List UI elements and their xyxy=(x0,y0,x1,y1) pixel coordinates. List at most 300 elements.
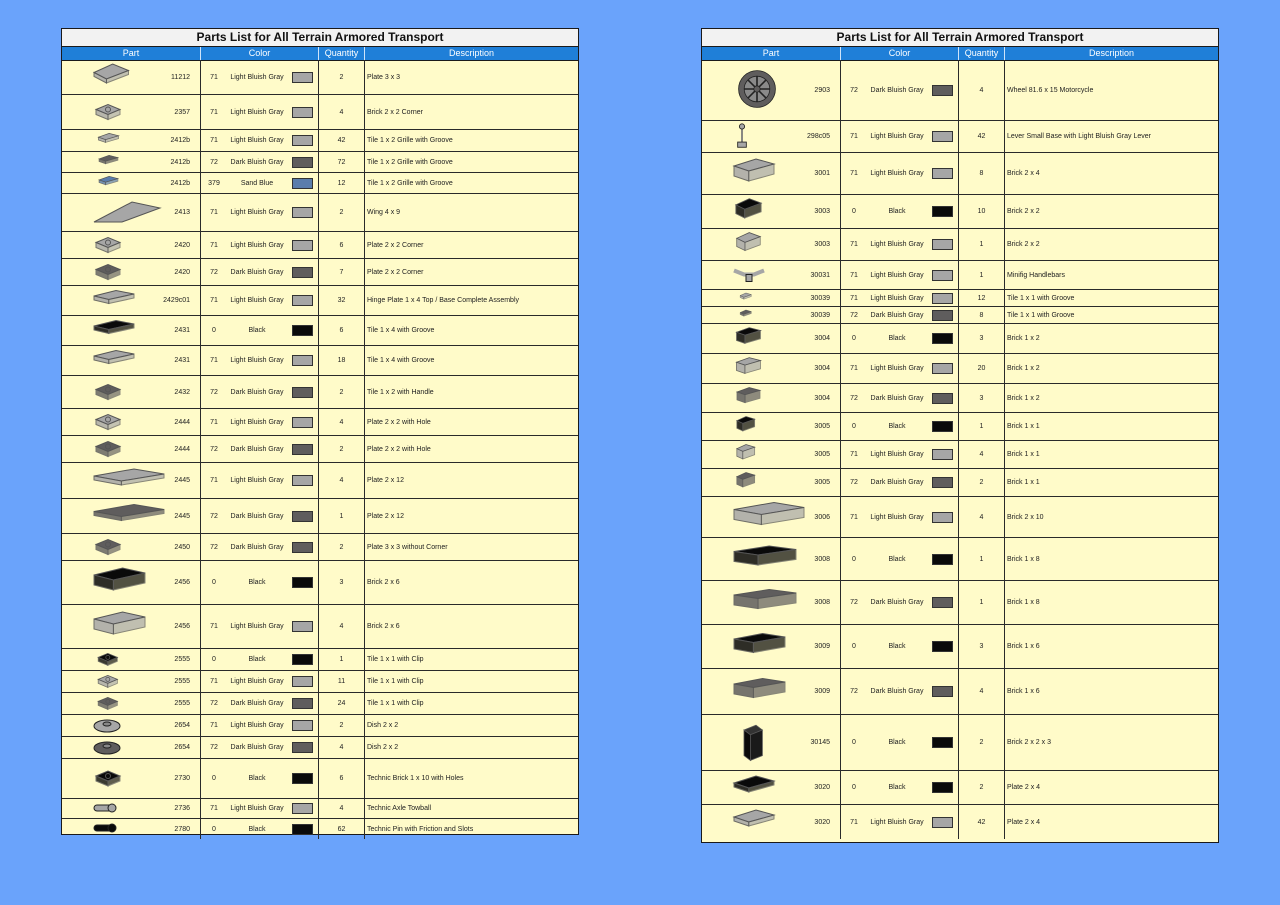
color-name: Black xyxy=(888,335,906,342)
part-image xyxy=(92,801,118,817)
color-id: 72 xyxy=(210,268,218,276)
quantity-cell: 62 xyxy=(319,819,365,839)
color-id: 72 xyxy=(210,543,218,551)
color-name: Black xyxy=(888,739,906,746)
part-number: 30145 xyxy=(810,739,830,746)
color-id: 71 xyxy=(850,294,858,302)
color-name: Black xyxy=(888,208,906,215)
part-column-header: Part xyxy=(702,47,841,60)
part-image xyxy=(732,722,772,764)
quantity-cell: 1 xyxy=(959,261,1005,289)
part-cell xyxy=(702,581,841,624)
color-swatch xyxy=(292,676,313,687)
part-cell xyxy=(702,497,841,537)
part-image xyxy=(732,627,787,667)
part-number: 2412b xyxy=(170,179,190,187)
part-number: 2429c01 xyxy=(163,297,190,304)
description-cell: Plate 2 x 4 xyxy=(1007,818,1041,826)
color-swatch xyxy=(292,542,313,553)
description-cell: Brick 1 x 6 xyxy=(1007,688,1040,695)
page-title: Parts List for All Terrain Armored Transport xyxy=(62,29,578,47)
quantity-cell: 4 xyxy=(319,605,365,648)
color-swatch xyxy=(932,85,953,96)
part-number: 3020 xyxy=(814,818,830,826)
color-id: 71 xyxy=(210,477,218,484)
description-cell: Tile 1 x 1 with Clip xyxy=(367,678,424,685)
color-id: 71 xyxy=(850,241,858,248)
color-cell xyxy=(201,194,319,231)
table-row xyxy=(702,195,1218,229)
part-image xyxy=(732,415,760,439)
part-image xyxy=(92,288,136,314)
part-image xyxy=(732,471,760,495)
description-cell: Tile 1 x 4 with Groove xyxy=(367,357,435,364)
table-row xyxy=(702,121,1218,153)
color-name: Dark Bluish Gray xyxy=(870,688,924,695)
parts-list-page-1 xyxy=(61,28,579,835)
color-swatch xyxy=(292,417,313,428)
quantity-cell: 6 xyxy=(319,232,365,258)
table-row xyxy=(62,173,578,194)
description-column-header: Description xyxy=(448,48,495,58)
description-cell: Brick 1 x 2 xyxy=(1007,335,1040,342)
part-image xyxy=(92,154,125,171)
quantity-cell: 1 xyxy=(959,413,1005,440)
color-cell xyxy=(201,130,319,151)
color-swatch xyxy=(932,206,953,217)
color-name: Dark Bluish Gray xyxy=(230,543,284,551)
part-cell xyxy=(702,324,841,353)
color-name: Black xyxy=(248,775,266,782)
column-header-row xyxy=(702,47,1218,61)
color-swatch xyxy=(932,512,953,523)
quantity-cell: 1 xyxy=(319,649,365,670)
description-cell: Plate 2 x 2 with Hole xyxy=(367,445,431,453)
description-cell: Plate 3 x 3 xyxy=(367,73,401,81)
part-number: 2903 xyxy=(814,86,830,94)
table-row xyxy=(62,130,578,152)
color-name: Dark Bluish Gray xyxy=(870,394,924,402)
description-cell: Tile 1 x 2 with Handle xyxy=(367,388,434,396)
table-row xyxy=(62,737,578,759)
part-cell xyxy=(702,290,841,306)
color-name: Dark Bluish Gray xyxy=(230,158,284,166)
table-row xyxy=(62,819,578,839)
color-swatch xyxy=(932,393,953,404)
part-cell xyxy=(62,409,201,435)
part-image xyxy=(92,378,122,407)
part-cell xyxy=(62,463,201,498)
color-cell xyxy=(841,581,959,624)
part-cell xyxy=(702,469,841,496)
color-name: Black xyxy=(248,656,266,663)
color-name: Dark Bluish Gray xyxy=(870,599,924,606)
color-name: Light Bluish Gray xyxy=(230,209,284,216)
description-cell: Brick 2 x 6 xyxy=(367,579,400,586)
part-image xyxy=(92,132,125,150)
part-image xyxy=(732,69,782,111)
table-row xyxy=(62,605,578,649)
color-name: Light Bluish Gray xyxy=(870,365,924,372)
color-cell xyxy=(201,649,319,670)
color-swatch xyxy=(932,293,953,304)
part-image xyxy=(92,651,122,669)
part-image xyxy=(732,231,765,259)
quantity-cell: 4 xyxy=(959,497,1005,537)
quantity-cell: 8 xyxy=(959,307,1005,323)
table-row xyxy=(62,715,578,737)
color-name: Light Bluish Gray xyxy=(230,108,284,116)
table-row xyxy=(62,499,578,534)
color-cell xyxy=(201,409,319,435)
color-cell xyxy=(201,715,319,736)
quantity-cell: 2 xyxy=(319,715,365,736)
color-swatch xyxy=(292,824,313,835)
part-cell xyxy=(62,316,201,345)
part-image xyxy=(732,292,760,305)
part-image xyxy=(92,62,131,93)
color-cell xyxy=(841,715,959,770)
color-id: 71 xyxy=(210,108,218,116)
quantity-column-header: Quantity xyxy=(319,47,365,60)
color-id: 71 xyxy=(850,365,858,372)
color-name: Light Bluish Gray xyxy=(870,241,924,248)
part-number: 298c05 xyxy=(807,133,830,140)
part-image xyxy=(92,465,166,497)
table-row xyxy=(62,409,578,436)
table-row xyxy=(702,581,1218,625)
part-number: 2412b xyxy=(170,137,190,144)
description-cell: Tile 1 x 4 with Groove xyxy=(367,327,435,334)
table-row xyxy=(702,60,1218,121)
table-row xyxy=(62,436,578,463)
description-cell: Wheel 81.6 x 15 Motorcycle xyxy=(1007,86,1094,94)
table-row xyxy=(702,384,1218,413)
color-cell xyxy=(201,693,319,714)
color-id: 71 xyxy=(210,805,218,812)
part-cell xyxy=(702,441,841,468)
part-cell xyxy=(62,152,201,172)
color-swatch xyxy=(292,698,313,709)
color-id: 71 xyxy=(210,241,218,249)
color-cell xyxy=(201,286,319,315)
color-id: 72 xyxy=(210,744,218,751)
color-name: Dark Bluish Gray xyxy=(230,268,284,276)
color-swatch xyxy=(932,641,953,652)
color-id: 71 xyxy=(850,133,858,140)
color-cell xyxy=(841,60,959,120)
part-image xyxy=(732,540,798,579)
part-number: 30039 xyxy=(810,311,830,319)
table-row xyxy=(62,286,578,316)
table-row xyxy=(62,346,578,376)
color-swatch xyxy=(932,782,953,793)
quantity-column-header: Quantity xyxy=(959,47,1005,60)
table-row xyxy=(62,561,578,605)
part-cell xyxy=(62,286,201,315)
table-row xyxy=(702,469,1218,497)
quantity-cell: 42 xyxy=(319,130,365,151)
part-cell xyxy=(62,561,201,604)
color-name: Black xyxy=(248,327,266,334)
part-image xyxy=(732,386,765,411)
color-swatch xyxy=(292,621,313,632)
part-number: 3008 xyxy=(814,599,830,606)
color-id: 0 xyxy=(852,739,856,746)
part-image xyxy=(92,536,122,559)
description-cell: Plate 2 x 2 with Hole xyxy=(367,418,431,426)
description-cell: Brick 1 x 6 xyxy=(1007,643,1040,650)
color-name: Light Bluish Gray xyxy=(870,513,924,521)
part-image xyxy=(92,318,136,344)
color-cell xyxy=(841,538,959,580)
quantity-cell: 18 xyxy=(319,346,365,375)
description-cell: Tile 1 x 1 with Clip xyxy=(367,656,424,663)
quantity-cell: 2 xyxy=(319,376,365,408)
description-cell: Brick 2 x 2 xyxy=(1007,241,1040,248)
part-number: 2445 xyxy=(174,512,190,520)
color-cell xyxy=(201,232,319,258)
part-number: 3004 xyxy=(814,365,830,372)
color-cell xyxy=(201,737,319,758)
part-image xyxy=(92,761,122,797)
part-number: 2450 xyxy=(174,543,190,551)
color-cell xyxy=(201,152,319,172)
description-cell: Wing 4 x 9 xyxy=(367,209,401,216)
part-cell xyxy=(62,60,201,94)
quantity-cell: 4 xyxy=(319,409,365,435)
color-name: Dark Bluish Gray xyxy=(230,388,284,396)
part-image xyxy=(92,739,122,757)
table-row xyxy=(702,441,1218,469)
color-swatch xyxy=(292,135,313,146)
part-cell xyxy=(702,354,841,383)
part-image xyxy=(732,155,776,193)
color-column-header: Color xyxy=(201,47,319,60)
part-cell xyxy=(702,307,841,323)
part-cell xyxy=(62,376,201,408)
description-cell: Brick 2 x 2 x 3 xyxy=(1007,739,1051,746)
part-number: 2555 xyxy=(174,700,190,707)
table-row xyxy=(62,693,578,715)
color-name: Light Bluish Gray xyxy=(230,418,284,426)
color-id: 0 xyxy=(212,579,216,586)
color-id: 71 xyxy=(210,137,218,144)
part-number: 2555 xyxy=(174,678,190,685)
color-name: Light Bluish Gray xyxy=(230,477,284,484)
color-swatch xyxy=(932,363,953,374)
color-swatch xyxy=(292,267,313,278)
parts-table-body xyxy=(62,60,578,834)
color-id: 72 xyxy=(850,311,858,319)
color-name: Black xyxy=(248,579,266,586)
description-cell: Technic Brick 1 x 10 with Holes xyxy=(367,775,464,782)
description-cell: Dish 2 x 2 xyxy=(367,744,399,751)
part-cell xyxy=(62,534,201,560)
table-row xyxy=(62,534,578,561)
part-cell xyxy=(702,413,841,440)
color-cell xyxy=(841,469,959,496)
quantity-cell: 3 xyxy=(959,384,1005,412)
color-name: Dark Bluish Gray xyxy=(870,311,924,319)
part-image xyxy=(732,356,765,382)
color-name: Light Bluish Gray xyxy=(870,133,924,140)
color-column-header: Color xyxy=(841,47,959,60)
part-number: 2456 xyxy=(174,579,190,586)
quantity-cell: 1 xyxy=(959,538,1005,580)
part-cell xyxy=(62,759,201,798)
color-swatch xyxy=(292,355,313,366)
table-row xyxy=(62,759,578,799)
color-swatch xyxy=(932,131,953,142)
table-row xyxy=(62,232,578,259)
table-row xyxy=(702,715,1218,771)
part-number: 2654 xyxy=(174,722,190,729)
color-cell xyxy=(201,759,319,798)
description-cell: Dish 2 x 2 xyxy=(367,722,399,729)
part-number: 3005 xyxy=(814,479,830,486)
color-name: Light Bluish Gray xyxy=(230,241,284,249)
part-cell xyxy=(702,538,841,580)
part-cell xyxy=(62,194,201,231)
color-cell xyxy=(201,60,319,94)
color-id: 72 xyxy=(850,599,858,606)
part-cell xyxy=(62,173,201,193)
description-cell: Brick 1 x 1 xyxy=(1007,479,1040,486)
part-number: 2431 xyxy=(174,327,190,334)
part-image xyxy=(92,261,122,284)
part-number: 2357 xyxy=(174,108,190,116)
color-id: 71 xyxy=(210,209,218,216)
table-row xyxy=(62,649,578,671)
color-swatch xyxy=(292,178,313,189)
quantity-cell: 3 xyxy=(959,324,1005,353)
color-swatch xyxy=(932,477,953,488)
description-cell: Brick 2 x 2 Corner xyxy=(367,108,424,116)
color-cell xyxy=(841,195,959,228)
table-row xyxy=(702,625,1218,669)
part-number: 2420 xyxy=(174,241,190,249)
quantity-cell: 2 xyxy=(319,534,365,560)
part-number: 2730 xyxy=(174,775,190,782)
part-image xyxy=(732,197,765,227)
quantity-cell: 32 xyxy=(319,286,365,315)
color-cell xyxy=(201,95,319,129)
color-name: Light Bluish Gray xyxy=(870,818,924,826)
color-cell xyxy=(841,669,959,714)
color-name: Dark Bluish Gray xyxy=(230,744,284,751)
part-image xyxy=(92,196,162,230)
part-number: 3009 xyxy=(814,643,830,650)
part-cell xyxy=(62,671,201,692)
table-row xyxy=(702,497,1218,538)
table-row xyxy=(62,463,578,499)
color-id: 71 xyxy=(210,357,218,364)
part-number: 2736 xyxy=(174,805,190,812)
table-row xyxy=(62,316,578,346)
table-row xyxy=(702,771,1218,805)
color-cell xyxy=(841,153,959,194)
description-cell: Hinge Plate 1 x 4 Top / Base Complete Assembly xyxy=(367,297,520,304)
part-cell xyxy=(702,60,841,120)
table-row xyxy=(62,152,578,173)
description-cell: Tile 1 x 2 Grille with Groove xyxy=(367,158,453,166)
part-number: 3004 xyxy=(814,394,830,402)
part-number: 11212 xyxy=(171,73,190,81)
color-name: Light Bluish Gray xyxy=(870,294,924,302)
description-cell: Technic Pin with Friction and Slots xyxy=(367,825,474,833)
part-number: 3003 xyxy=(814,241,830,248)
part-image xyxy=(92,348,136,374)
color-cell xyxy=(201,671,319,692)
part-number: 2432 xyxy=(174,388,190,396)
color-cell xyxy=(201,605,319,648)
color-swatch xyxy=(292,742,313,753)
part-cell xyxy=(62,259,201,285)
quantity-cell: 2 xyxy=(319,436,365,462)
description-cell: Tile 1 x 1 with Groove xyxy=(1007,311,1075,319)
part-image xyxy=(732,583,798,623)
part-number: 3009 xyxy=(814,688,830,695)
color-name: Sand Blue xyxy=(240,179,274,187)
part-cell xyxy=(702,153,841,194)
quantity-cell: 42 xyxy=(959,121,1005,152)
description-cell: Brick 1 x 8 xyxy=(1007,555,1040,563)
color-cell xyxy=(841,261,959,289)
color-swatch xyxy=(292,773,313,784)
color-id: 72 xyxy=(210,388,218,396)
table-row xyxy=(62,95,578,130)
color-swatch xyxy=(292,295,313,306)
color-cell xyxy=(201,499,319,533)
color-name: Light Bluish Gray xyxy=(230,623,284,630)
color-swatch xyxy=(292,803,313,814)
color-cell xyxy=(201,799,319,818)
color-name: Black xyxy=(888,643,906,650)
color-id: 0 xyxy=(212,825,216,833)
color-swatch xyxy=(292,720,313,731)
color-name: Dark Bluish Gray xyxy=(230,512,284,520)
table-row xyxy=(62,671,578,693)
color-swatch xyxy=(292,511,313,522)
part-cell xyxy=(702,805,841,839)
color-id: 0 xyxy=(852,643,856,650)
part-number: 2456 xyxy=(174,623,190,630)
color-cell xyxy=(201,561,319,604)
description-cell: Tile 1 x 1 with Groove xyxy=(1007,294,1075,302)
part-cell xyxy=(62,605,201,648)
part-image xyxy=(732,671,787,713)
part-number: 3001 xyxy=(814,170,830,177)
quantity-cell: 4 xyxy=(319,95,365,129)
quantity-cell: 4 xyxy=(959,669,1005,714)
color-id: 71 xyxy=(210,73,218,81)
part-column-header: Part xyxy=(62,47,201,60)
description-column-header: Description xyxy=(1088,48,1135,58)
part-number: 2412b xyxy=(170,158,190,166)
part-cell xyxy=(702,771,841,804)
color-name: Light Bluish Gray xyxy=(230,722,284,729)
color-id: 0 xyxy=(212,656,216,663)
description-cell: Brick 2 x 6 xyxy=(367,623,400,630)
color-cell xyxy=(841,413,959,440)
color-name: Black xyxy=(888,423,906,430)
color-swatch xyxy=(292,72,313,83)
part-cell xyxy=(62,95,201,129)
part-cell xyxy=(702,384,841,412)
part-number: 2654 xyxy=(174,744,190,751)
color-swatch xyxy=(292,577,313,588)
